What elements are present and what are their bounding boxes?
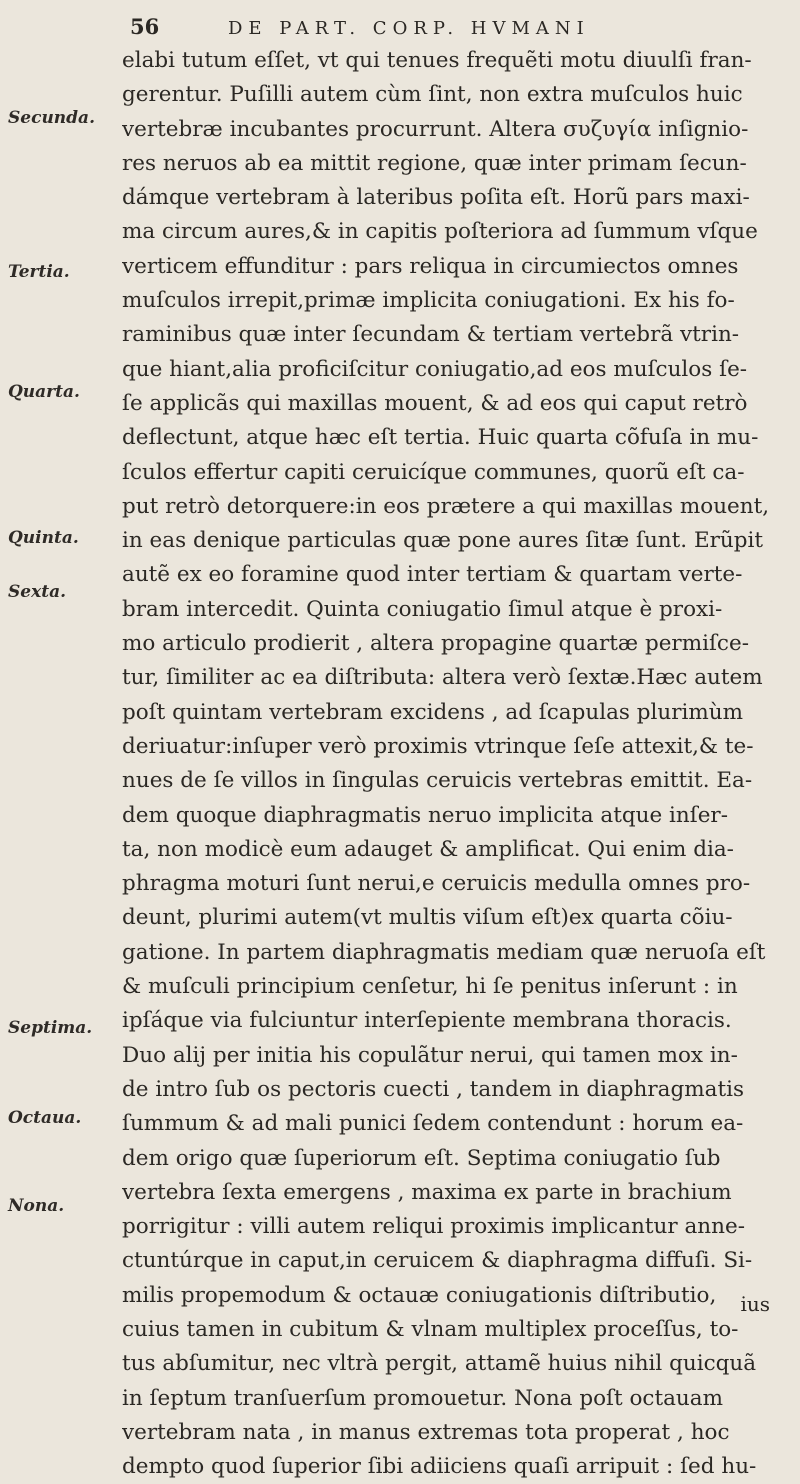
text-line: ma circum aures,& in capitis poſteriora ad ſummum vſque: [122, 219, 758, 245]
text-line: de intro ſub os pectoris cuecti , tandem in diaphragmatis: [122, 1076, 745, 1102]
text-line: put retrò detorquere:in eos prætere a qui maxillas mouent,: [122, 493, 770, 519]
text-line: dámque vertebram à lateribus poſita eſt. Horũ pars maxi-: [122, 185, 750, 211]
text-line: Duo alij per initia his copulãtur nerui, qui tamen mox in-: [122, 1042, 738, 1068]
text-line: deflectunt, atque hæc eſt tertia. Huic quarta cõfuſa in mu-: [122, 425, 759, 451]
marginal-note-quinta: Quinta.: [8, 528, 79, 548]
text-line: gatione. In partem diaphragmatis mediam quæ neruoſa eſt: [122, 939, 766, 965]
marginal-note-nona: Nona.: [8, 1196, 65, 1216]
text-line: milis propemodum & octauæ coniugationis diſtributio,: [122, 1282, 717, 1308]
text-line: tus abſumitur, nec vltrà pergit, attamẽ huius nihil quicquã: [122, 1351, 757, 1377]
marginal-note-septima: Septima.: [8, 1018, 93, 1038]
text-line: & muſculi principium cenſetur, hi ſe penitus inſerunt : in: [122, 974, 738, 1000]
text-line: deunt, plurimi autem(vt multis viſum eſt)ex quarta cõiu-: [122, 905, 733, 931]
marginal-note-secunda: Secunda.: [8, 108, 95, 128]
text-line: vertebræ incubantes procurrunt. Altera συζυγία inſignio-: [122, 116, 749, 142]
text-line: cuius tamen in cubitum & vlnam multiplex proceſſus, to-: [122, 1316, 739, 1342]
text-line: ta, non modicè eum adauget & amplificat. Qui enim dia-: [122, 836, 734, 862]
body-text: [122, 44, 788, 1484]
text-line: nues de ſe villos in ſingulas ceruicis vertebras emittit. Ea-: [122, 768, 753, 794]
text-line: in eas denique particulas quæ pone aures ſitæ ſunt. Erũpit: [122, 528, 764, 554]
text-line: verticem effunditur : pars reliqua in circumiectos omnes: [122, 253, 739, 279]
marginal-note-tertia: Tertia.: [8, 262, 70, 282]
text-line: raminibus quæ inter ſecundam & tertiam vertebrã vtrin-: [122, 322, 740, 348]
text-line: bram intercedit. Quinta coniugatio ſimul atque è proxi-: [122, 596, 723, 622]
text-line: tur, ſimiliter ac ea diſtributa: altera verò ſextæ.Hæc autem: [122, 665, 763, 691]
text-line: gerentur. Puſilli autem cùm ſint, non extra muſculos huic: [122, 82, 743, 108]
text-line: mo articulo prodierit , altera propagine quartæ permiſce-: [122, 631, 749, 657]
text-line: dem origo quæ ſuperiorum eſt. Septima coniugatio ſub: [122, 1145, 721, 1171]
running-head: DE PART. CORP. HVMANI: [228, 18, 590, 39]
text-line: porrigitur : villi autem reliqui proximis implicantur anne-: [122, 1214, 745, 1240]
text-line: que hiant,alia proficiſcitur coniugatio,ad eos muſculos ſe-: [122, 356, 748, 382]
text-line: dem quoque diaphragmatis neruo implicita atque inſer-: [122, 802, 728, 828]
text-line: ipſáque via fulciuntur interſepiente membrana thoracis.: [122, 1008, 732, 1034]
margin-notes: [0, 0, 130, 1406]
marginal-note-quarta: Quarta.: [8, 382, 80, 402]
text-line: ctuntúrque in caput,in ceruicem & diaphragma diffuſi. Si-: [122, 1248, 753, 1274]
text-line: in ſeptum tranſuerſum promouetur. Nona poſt octauam: [122, 1385, 723, 1411]
text-line: vertebra ſexta emergens , maxima ex parte in brachium: [122, 1179, 732, 1205]
text-line: dempto quod ſuperior ſibi adiiciens quaſi arripuit : ſed hu-: [122, 1454, 757, 1480]
marginal-note-octaua: Octaua.: [8, 1108, 82, 1128]
text-line: poſt quintam vertebram excidens , ad ſcapulas plurimùm: [122, 699, 744, 725]
text-line: res neruos ab ea mittit regione, quæ inter primam ſecun-: [122, 150, 747, 176]
marginal-note-sexta: Sexta.: [8, 582, 67, 602]
page-number: 56: [130, 14, 160, 39]
text-line: vertebram nata , in manus extremas tota properat , hoc: [122, 1419, 730, 1445]
text-line: ſculos effertur capiti ceruicíque communes, quorũ eſt ca-: [122, 459, 745, 485]
text-line: elabi tutum eſſet, vt qui tenues frequẽti motu diuulſi fran-: [122, 48, 752, 73]
text-line: ſummum & ad mali punici ſedem contendunt : horum ea-: [122, 1111, 744, 1137]
text-line: muſculos irrepit,primæ implicita coniugationi. Ex his fo-: [122, 288, 735, 314]
page-header: [128, 14, 780, 44]
text-line: ſe applicãs qui maxillas mouent, & ad eos qui caput retrò: [122, 390, 748, 416]
text-line: deriuatur:inſuper verò proximis vtrinque ſeſe attexit,& te-: [122, 733, 754, 759]
text-line: phragma moturi ſunt nerui,e ceruicis medulla omnes pro-: [122, 871, 751, 897]
catchword: ius: [740, 1292, 770, 1316]
text-line: autẽ ex eo foramine quod inter tertiam & quartam verte-: [122, 562, 743, 588]
